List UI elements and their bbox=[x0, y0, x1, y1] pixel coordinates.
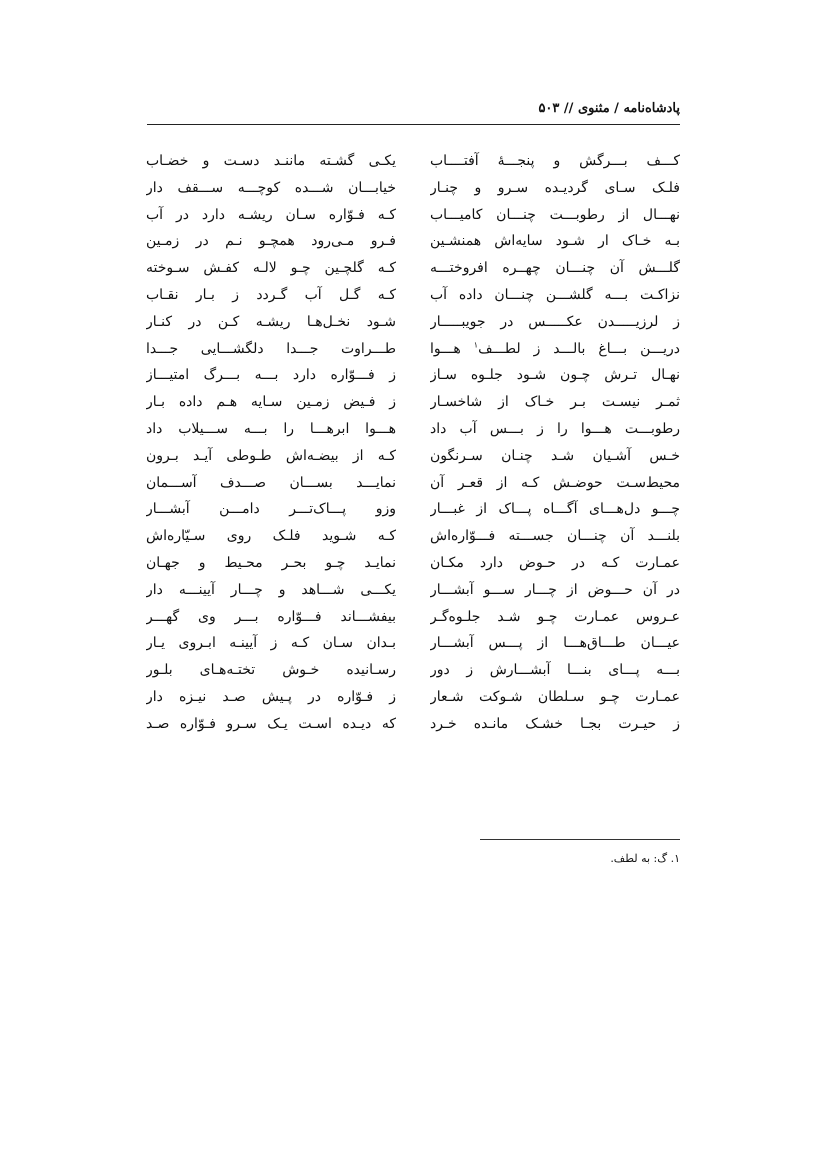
verse-line: ز فـــوّاره دارد بـــه بـــرگ امتیـــاز bbox=[146, 367, 396, 384]
verse-line: بیفشـــاند فـــوّاره بـــر وی گهـــر bbox=[146, 608, 396, 625]
verse-line: خـس آشـیان شـد چنـان سـرنگون bbox=[430, 447, 680, 464]
verse-line: بـــه پـــای بنـــا آبشـــارش ز دور bbox=[430, 662, 680, 679]
verse-line: نمایـد چـو بحـر محـیط و جهـان bbox=[146, 554, 396, 571]
verse-line: کـه از بیضـه‌اش طـوطی آیـد بـرون bbox=[146, 447, 396, 464]
verse-line: که دیـده اسـت یـک سـرو فـوّاره صـد bbox=[146, 715, 396, 732]
verse-line: کـه شـوید فلـک روی سـیّاره‌اش bbox=[146, 528, 396, 545]
verse-line: عـروس عمـارت چـو شـد جلـوه‌گـر bbox=[430, 608, 680, 625]
verse-line: خیابـــان شـــده کوچـــه ســـقف دار bbox=[146, 179, 396, 196]
header-rule bbox=[147, 124, 680, 125]
verse-line: وزو پـــاک‌تـــر دامـــن آبشـــار bbox=[146, 501, 396, 518]
verse-line: بـه خـاک ار شـود سایه‌اش همنشـین bbox=[430, 233, 680, 250]
verse-line: در آن حـــوض از چـــار ســـو آبشـــار bbox=[430, 581, 680, 598]
verse-text-continuation: هـــوا bbox=[430, 340, 474, 357]
left-verse-column bbox=[146, 148, 396, 738]
verse-line: نزاکـت بـــه گلشـــن چنـــان داده آب bbox=[430, 286, 680, 303]
verse-line: محیط‌سـت حوضـش کـه از قعـر آن bbox=[430, 474, 680, 491]
verse-line: یکـی گشـته ماننـد دسـت و خضـاب bbox=[146, 153, 396, 169]
verse-line: نمایـــد بســـان صـــدف آســـمان bbox=[146, 474, 396, 491]
verse-line: بـدان سـان کـه ز آیینـه ابـروی یـار bbox=[146, 635, 396, 652]
verse-text: دریـــن بـــاغ بالـــد ز لطـــف bbox=[478, 340, 680, 357]
verse-line: بلنـــد آن چنـــان جســـته فـــوّاره‌اش bbox=[430, 528, 680, 545]
verse-line: ز فـیض زمـین سـایه هـم داده بـار bbox=[146, 394, 396, 411]
verse-line: طـــراوت جـــدا دلگشـــایی جـــدا bbox=[146, 340, 396, 357]
right-verse-column bbox=[430, 148, 680, 738]
verse-line: کـه گـل آب گـردد ز بـار نقـاب bbox=[146, 286, 396, 303]
verse-line: رسـانیده خـوش تختـه‌هـای بلـور bbox=[146, 662, 396, 679]
verse-line bbox=[430, 336, 680, 363]
verse-line: ز فـوّاره در پـیش صـد نیـزه دار bbox=[146, 688, 396, 705]
running-head: پادشاه‌نامه / مثنوی // ۵۰۳ bbox=[538, 101, 680, 116]
verse-line: کـــف بـــرگش و پنجـــهٔ آفتــــاب bbox=[430, 153, 680, 169]
verse-line: نهـال تـرش چـون شـود جلـوه سـاز bbox=[430, 367, 680, 384]
footnote-marker: ۱ bbox=[473, 339, 479, 349]
verse-line: چـــو دل‌هـــای آگـــاه پـــاک از غبـــار bbox=[430, 501, 680, 518]
verse-line: هـــوا ابرهـــا را بـــه ســـیلاب داد bbox=[146, 420, 396, 437]
verse-line: یکـــی شـــاهد و چـــار آیینـــه دار bbox=[146, 581, 396, 598]
verse-line: ز لرزیـــــدن عکـــــس در جویبـــــار bbox=[430, 313, 680, 330]
verse-line: عمـارت کـه در حـوض دارد مکـان bbox=[430, 554, 680, 571]
verse-line: کـه فـوّاره سـان ریشـه دارد در آب bbox=[146, 206, 396, 223]
verse-line: عمـارت چـو سـلطان شـوکت شـعار bbox=[430, 688, 680, 705]
footnote: ۱. گ: به لطف. bbox=[610, 852, 680, 865]
verse-line: فـرو مـی‌رود همچـو نـم در زمـین bbox=[146, 233, 396, 250]
verse-line: ثمـر نیسـت بـر خـاک از شاخسـار bbox=[430, 394, 680, 411]
footnote-rule bbox=[480, 839, 680, 840]
verse-line: کـه گلچـین چـو لالـه کفـش سـوخته bbox=[146, 260, 396, 277]
verse-line: نهـــال از رطوبـــت چنـــان کامیـــاب bbox=[430, 206, 680, 223]
verse-line: گلـــش آن چنـــان چهــره افروختـــه bbox=[430, 260, 680, 277]
verse-line: رطوبـــت هـــوا را ز بـــس آب داد bbox=[430, 420, 680, 437]
verse-line: فلـک سـای گردیـده سـرو و چنـار bbox=[430, 179, 680, 196]
verse-line: شـود نخـل‌هـا ریشـه کـن در کنـار bbox=[146, 313, 396, 330]
verse-line: عیـــان طـــاق‌هـــا از پـــس آبشـــار bbox=[430, 635, 680, 652]
verse-line: ز حیـرت بجـا خشـک مانـده خـرد bbox=[430, 715, 680, 732]
